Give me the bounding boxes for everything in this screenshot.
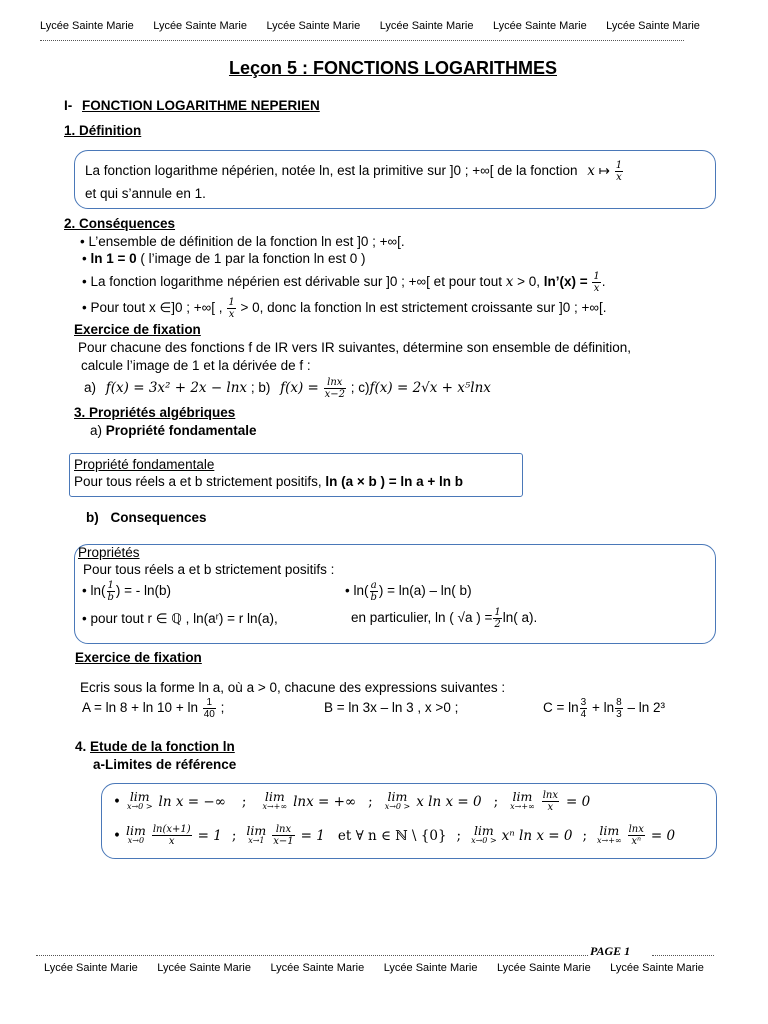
definition-var: x: [587, 163, 595, 180]
header-school: Lycée Sainte Marie: [40, 20, 134, 32]
expr-b-fraction: $\frac{\ln x}{x-2}$: [324, 377, 346, 400]
header-divider: [40, 40, 684, 41]
exercise2-A: A = ln 8 + ln 10 + ln $\frac{1}{40}$ ;: [82, 697, 225, 720]
lesson-title: Leçon 5 : FONCTIONS LOGARITHMES: [228, 58, 557, 78]
header-school: Lycée Sainte Marie: [492, 20, 587, 32]
footer-school: Lycée Sainte Marie: [44, 962, 138, 974]
section-heading: [64, 98, 320, 113]
sub-b-heading: b) Consequences: [86, 510, 207, 525]
expr-c: f(x) = 2√x + x⁵lnx: [369, 380, 491, 397]
footer-school: Lycée Sainte Marie: [383, 962, 478, 974]
property-3: • pour tout r ∈ ℚ , ln(aʳ) = r ln(a),: [82, 611, 278, 626]
page-number: PAGE 1: [590, 944, 631, 958]
expr-b: f(x) =: [280, 380, 319, 397]
properties-title: Propriétés: [78, 545, 140, 560]
consequences-heading: 2. Conséquences: [64, 216, 176, 231]
fundamental-property-text: Pour tous réels a et b strictement positifs, ln (a × b ) = ln a + ln b: [74, 474, 464, 489]
footer-divider-right: [652, 955, 714, 956]
definition-line2: et qui s’annule en 1.: [85, 186, 206, 201]
fundamental-formula: ln (a × b ) = ln a + ln b: [325, 474, 464, 489]
section-title: FONCTION LOGARITHME NEPERIEN: [82, 98, 320, 113]
consequence-item-2: • ln 1 = 0 ( l’image de 1 par la fonction ln est 0 ): [82, 251, 366, 266]
property-4: en particulier, ln ( √a ) = $\frac{1}{2}$ ln( a).: [351, 607, 538, 630]
maps-to: ↦: [594, 163, 614, 179]
limits-row-1: • lim x→0 > ln x = −∞ ; lim x→+∞ lnx = +∞ ; lim x→0 > x ln x = 0 ; lim x→+∞ $\frac{\ln x}{x}$ = 0: [113, 788, 591, 813]
exercise2-heading: Exercice de fixation: [75, 650, 202, 665]
item4-fraction: $\frac{1}{x}$: [228, 297, 235, 320]
header-school: Lycée Sainte Marie: [266, 20, 361, 32]
properties-intro: Pour tous réels a et b strictement positifs :: [83, 562, 335, 577]
consequence-item-1: • L’ensemble de définition de la fonction ln est ]0 ; +∞[.: [80, 234, 405, 249]
consequence-item-3: • La fonction logarithme népérien est dérivable sur ]0 ; +∞[ et pour tout x > 0, ln’(x) = $\frac{1}{x}$ .: [82, 271, 606, 294]
footer-divider-left: [36, 955, 588, 956]
exercise1-heading: Exercice de fixation: [74, 322, 201, 337]
footer-school: Lycée Sainte Marie: [270, 962, 365, 974]
header-bar: [40, 20, 700, 32]
consequence-item-4: • Pour tout x ∈]0 ; +∞[ , $\frac{1}{x}$ > 0, donc la fonction ln est strictement croissante sur ]0 ; +∞[.: [82, 297, 607, 320]
footer-school: Lycée Sainte Marie: [496, 962, 591, 974]
definition-text: La fonction logarithme népérien, notée ln, est la primitive sur ]0 ; +∞[ de la fonction: [85, 163, 578, 179]
exercise2-intro: Ecris sous la forme ln a, où a > 0, chacune des expressions suivantes :: [80, 680, 506, 695]
footer-school: Lycée Sainte Marie: [610, 962, 704, 974]
exercise1-items: a) f(x) = 3x² + 2x − lnx ; b) f(x) = $\frac{\ln x}{x-2}$ ; c)f(x) = 2√x + x⁵lnx: [84, 377, 491, 400]
footer-bar: [44, 962, 704, 974]
study-heading: 4. Etude de la fonction ln: [75, 739, 235, 754]
section-number: I-: [64, 98, 73, 113]
limits-row-2: • lim x→0 $\frac{\ln(x+1)}{x}$ = 1 ; lim x→1 $\frac{\ln x}{x-1}$ = 1 et ∀ n ∈ ℕ \ {0} ; lim x→0 > xⁿ ln x = 0 ; lim x→+∞ $\frac{\ln x}{\text{xⁿ}}$ = 0: [113, 822, 676, 847]
property-1: • ln( $\frac{1}{b}$ ) = - ln(b): [82, 580, 172, 603]
fundamental-property-title: Propriété fondamentale: [74, 457, 215, 472]
definition-heading: 1. Définition: [64, 123, 142, 138]
property-2: • ln( $\frac{a}{b}$ ) = ln(a) – ln( b): [345, 580, 472, 603]
header-school: Lycée Sainte Marie: [379, 20, 474, 32]
exercise2-B: B = ln 3x – ln 3 , x >0 ;: [324, 700, 459, 715]
algebraic-heading: 3. Propriétés algébriques: [74, 405, 236, 420]
exercise2-C: C = ln $\frac{3}{4}$ + ln $\frac{8}{3}$ – ln 2³: [543, 697, 665, 720]
study-subheading: a-Limites de référence: [93, 757, 237, 772]
footer-school: Lycée Sainte Marie: [157, 962, 251, 974]
derivative-fraction: $\frac{1}{x}$: [593, 271, 600, 294]
header-school: Lycée Sainte Marie: [153, 20, 247, 32]
definition-fraction: $\frac{1}{x}$: [615, 160, 623, 183]
lesson-title-wrap: [0, 58, 768, 79]
expr-a: f(x) = 3x² + 2x − lnx: [105, 380, 248, 397]
definition-line1: [85, 160, 624, 183]
exercise1-line1: Pour chacune des fonctions f de IR vers IR suivantes, détermine son ensemble de définition,: [78, 340, 632, 355]
header-school: Lycée Sainte Marie: [606, 20, 700, 32]
exercise1-line2: calcule l’image de 1 et la dérivée de f :: [81, 358, 311, 373]
sub-a-heading: a) Propriété fondamentale: [90, 423, 257, 438]
